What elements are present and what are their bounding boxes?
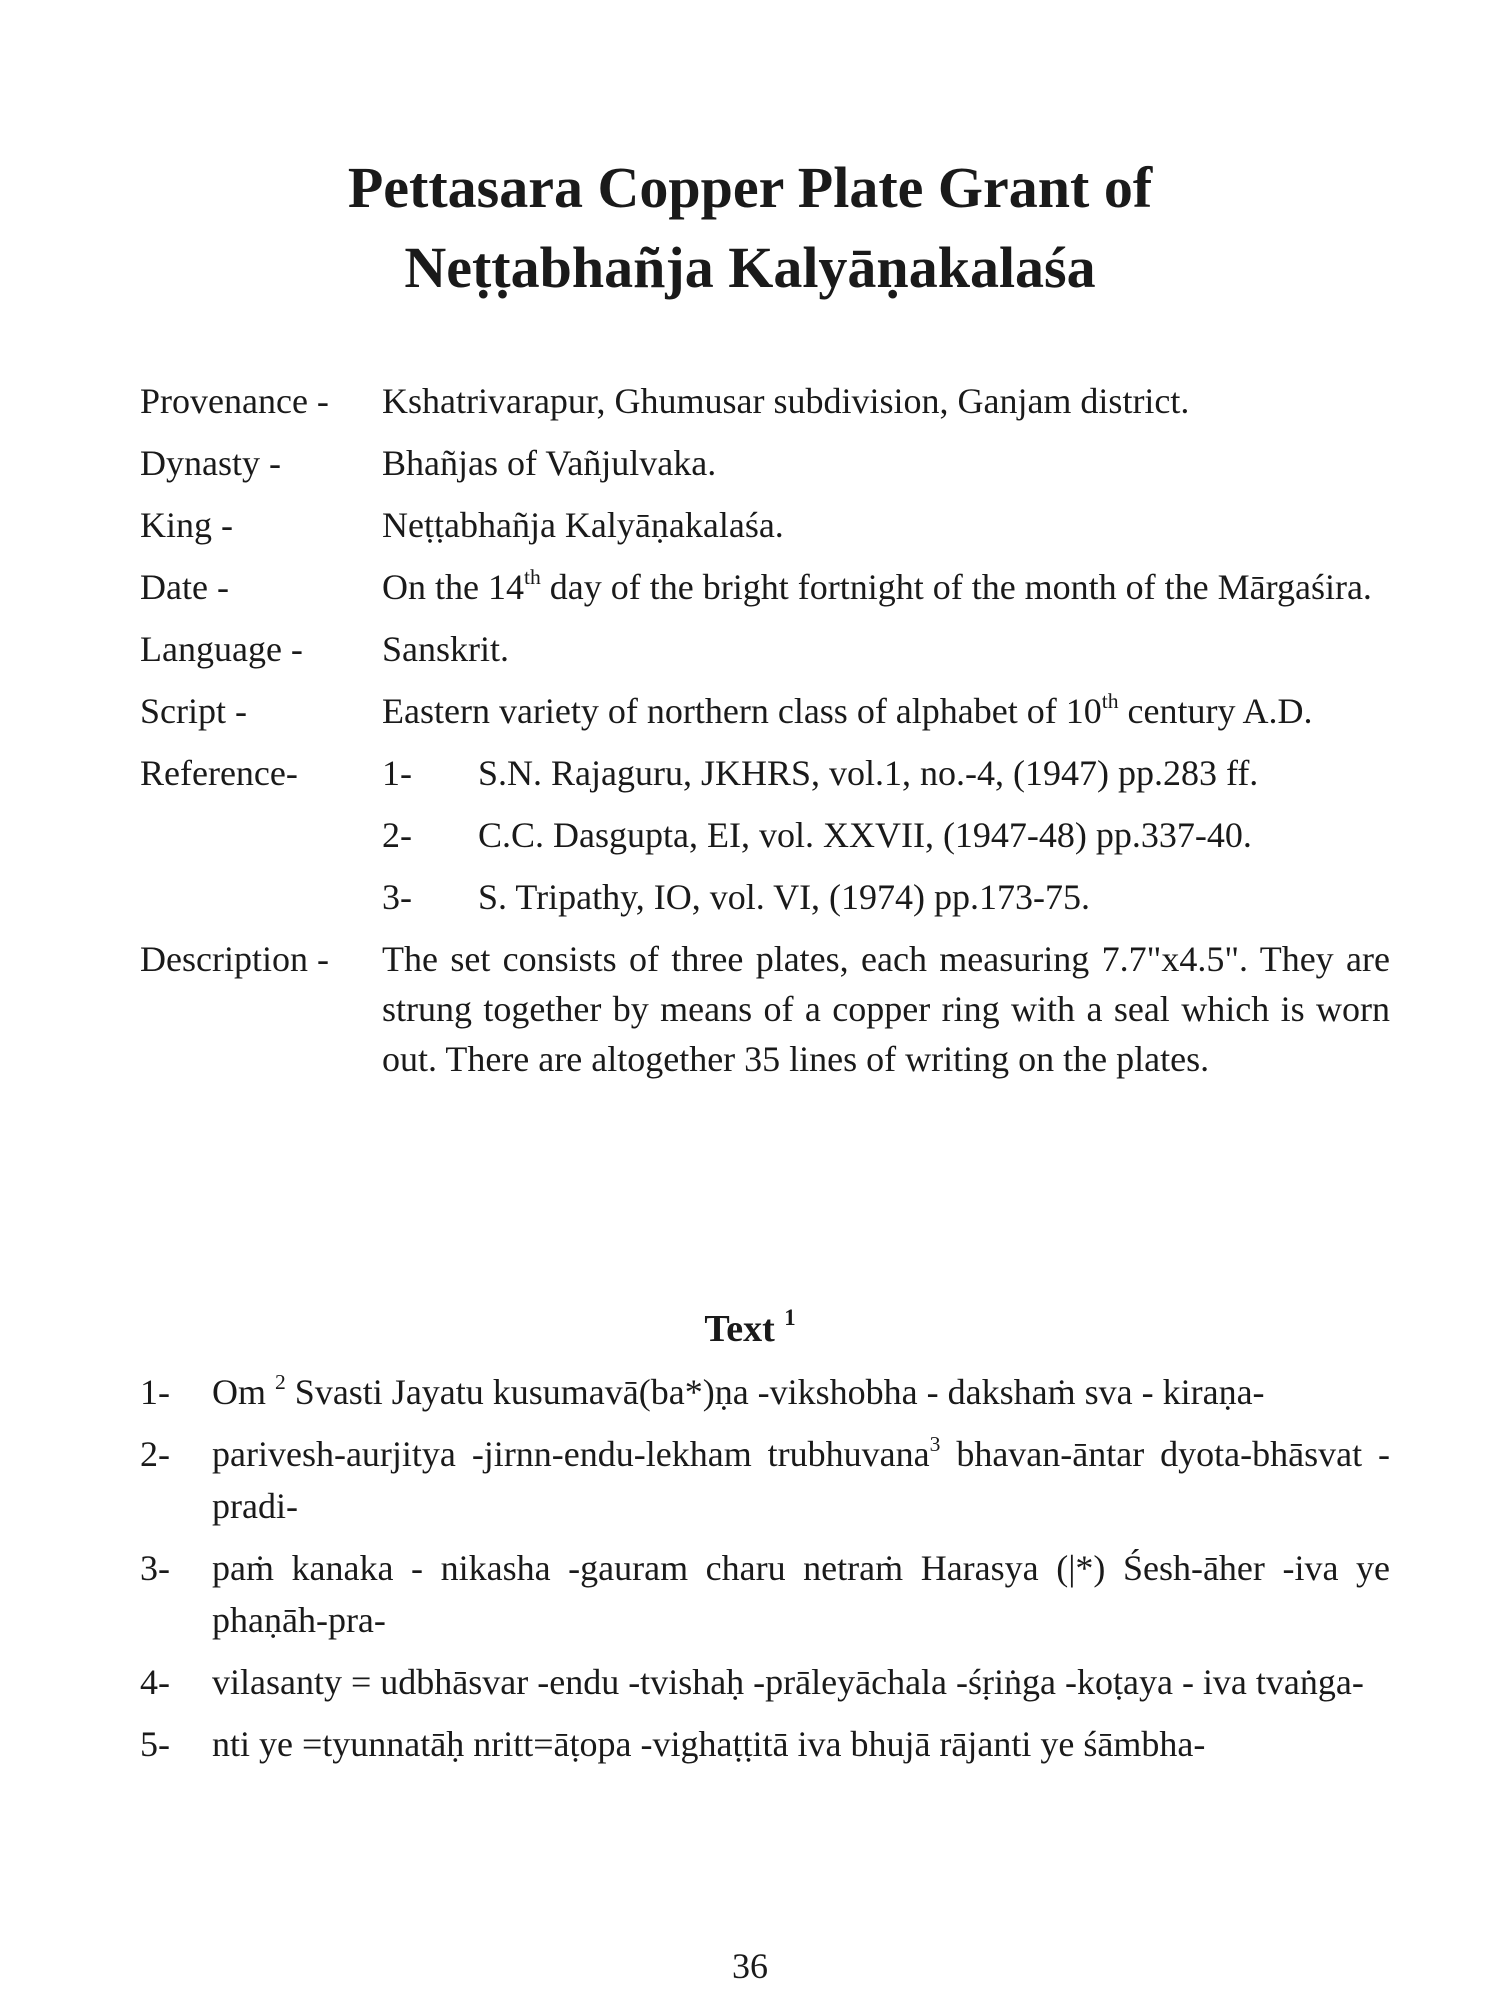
- language-label: Language -: [140, 629, 303, 669]
- date-value: [382, 562, 1390, 612]
- page-title: [0, 148, 1500, 308]
- dynasty-row: [140, 438, 1390, 488]
- reference-text: C.C. Dasgupta, EI, vol. XXVII, (1947-48) pp.337-40.: [478, 815, 1252, 855]
- date-value-pre: On the 14: [382, 567, 524, 607]
- script-label: Script -: [140, 691, 247, 731]
- script-value-pre: Eastern variety of northern class of alphabet of 10: [382, 691, 1102, 731]
- provenance-value: Kshatrivarapur, Ghumusar subdivision, Ganjam district.: [382, 381, 1190, 421]
- line-text: [212, 1542, 1390, 1646]
- line-text-pre: nti ye =tyunnatāḥ nritt=āṭopa -vighaṭṭitā iva bhujā rājanti ye śāmbha-: [212, 1724, 1206, 1764]
- reference-item: [382, 872, 1390, 922]
- reference-item: [382, 748, 1390, 798]
- title-line-2: Neṭṭabhañja Kalyāṇakalaśa: [404, 235, 1096, 300]
- reference-row: [140, 748, 1390, 922]
- description-label: Description -: [140, 939, 329, 979]
- line-text: [212, 1718, 1390, 1770]
- date-row: [140, 562, 1390, 612]
- inscription-line: [140, 1656, 1390, 1708]
- line-footnote: 2: [275, 1369, 286, 1394]
- dynasty-label: Dynasty -: [140, 443, 281, 483]
- inscription-line: [140, 1428, 1390, 1532]
- reference-text: S.N. Rajaguru, JKHRS, vol.1, no.-4, (1947) pp.283 ff.: [478, 753, 1259, 793]
- text-heading-label: Text: [704, 1308, 775, 1350]
- reference-number: 2-: [382, 815, 412, 855]
- reference-number: 3-: [382, 877, 412, 917]
- script-value-sup: th: [1101, 688, 1119, 713]
- description-row: [140, 934, 1390, 1084]
- language-row: [140, 624, 1390, 674]
- date-value-sup: th: [523, 564, 541, 589]
- script-row: [140, 686, 1390, 736]
- description-value: The set consists of three plates, each measuring 7.7"x4.5". They are strung together by means of a copper ring with a seal which is worn out. There are altogether 35 lines of writing on the plates.: [382, 939, 1390, 1079]
- inscription-line: [140, 1366, 1390, 1418]
- dynasty-value: Bhañjas of Vañjulvaka.: [382, 443, 717, 483]
- line-text-pre: Om: [212, 1372, 275, 1412]
- title-line-1: Pettasara Copper Plate Grant of: [347, 155, 1153, 220]
- reference-item: [382, 810, 1390, 860]
- text-heading-footnote: 1: [784, 1305, 796, 1331]
- script-value-post: century A.D.: [1118, 691, 1313, 731]
- inscription-line: [140, 1542, 1390, 1646]
- king-row: [140, 500, 1390, 550]
- king-label: King -: [140, 505, 233, 545]
- date-value-post: day of the bright fortnight of the month of the Mārgaśira.: [540, 567, 1372, 607]
- line-text-pre: vilasanty = udbhāsvar -endu -tvishaḥ -prāleyāchala -śṛiṅga -koṭaya - iva tvaṅga-: [212, 1662, 1364, 1702]
- provenance-row: [140, 376, 1390, 426]
- line-text-post: bhavan-āntar dyota-bhāsvat -pradi-: [212, 1434, 1390, 1526]
- inscription-text: [140, 1366, 1390, 1780]
- line-footnote: 3: [929, 1431, 941, 1456]
- provenance-label: Provenance -: [140, 381, 329, 421]
- page-number: 36: [732, 1946, 768, 1986]
- date-label: Date -: [140, 567, 229, 607]
- text-section-heading: [0, 1304, 1500, 1354]
- line-number: 4-: [140, 1662, 170, 1702]
- script-value: [382, 686, 1390, 736]
- reference-label: Reference-: [140, 753, 298, 793]
- line-number: 5-: [140, 1724, 170, 1764]
- inscription-line: [140, 1718, 1390, 1770]
- line-number: 2-: [140, 1434, 170, 1474]
- king-value: Neṭṭabhañja Kalyāṇakalaśa.: [382, 505, 784, 545]
- line-text: [212, 1366, 1390, 1418]
- line-text-pre: parivesh-aurjitya -jirnn-endu-lekham trubhuvana: [212, 1434, 930, 1474]
- reference-number: 1-: [382, 753, 412, 793]
- reference-list: [382, 748, 1390, 922]
- line-text: [212, 1656, 1390, 1708]
- reference-text: S. Tripathy, IO, vol. VI, (1974) pp.173-75.: [478, 877, 1091, 917]
- metadata-block: [140, 376, 1390, 1096]
- language-value: Sanskrit.: [382, 629, 510, 669]
- line-text: [212, 1428, 1390, 1532]
- line-text-pre: paṁ kanaka - nikasha -gauram charu netraṁ Harasya (|*) Śesh-āher -iva ye phaṇāh-pra-: [212, 1548, 1390, 1640]
- line-number: 1-: [140, 1372, 170, 1412]
- line-text-post: Svasti Jayatu kusumavā(ba*)ṇa -vikshobha - dakshaṁ sva - kiraṇa-: [285, 1372, 1265, 1412]
- line-number: 3-: [140, 1548, 170, 1588]
